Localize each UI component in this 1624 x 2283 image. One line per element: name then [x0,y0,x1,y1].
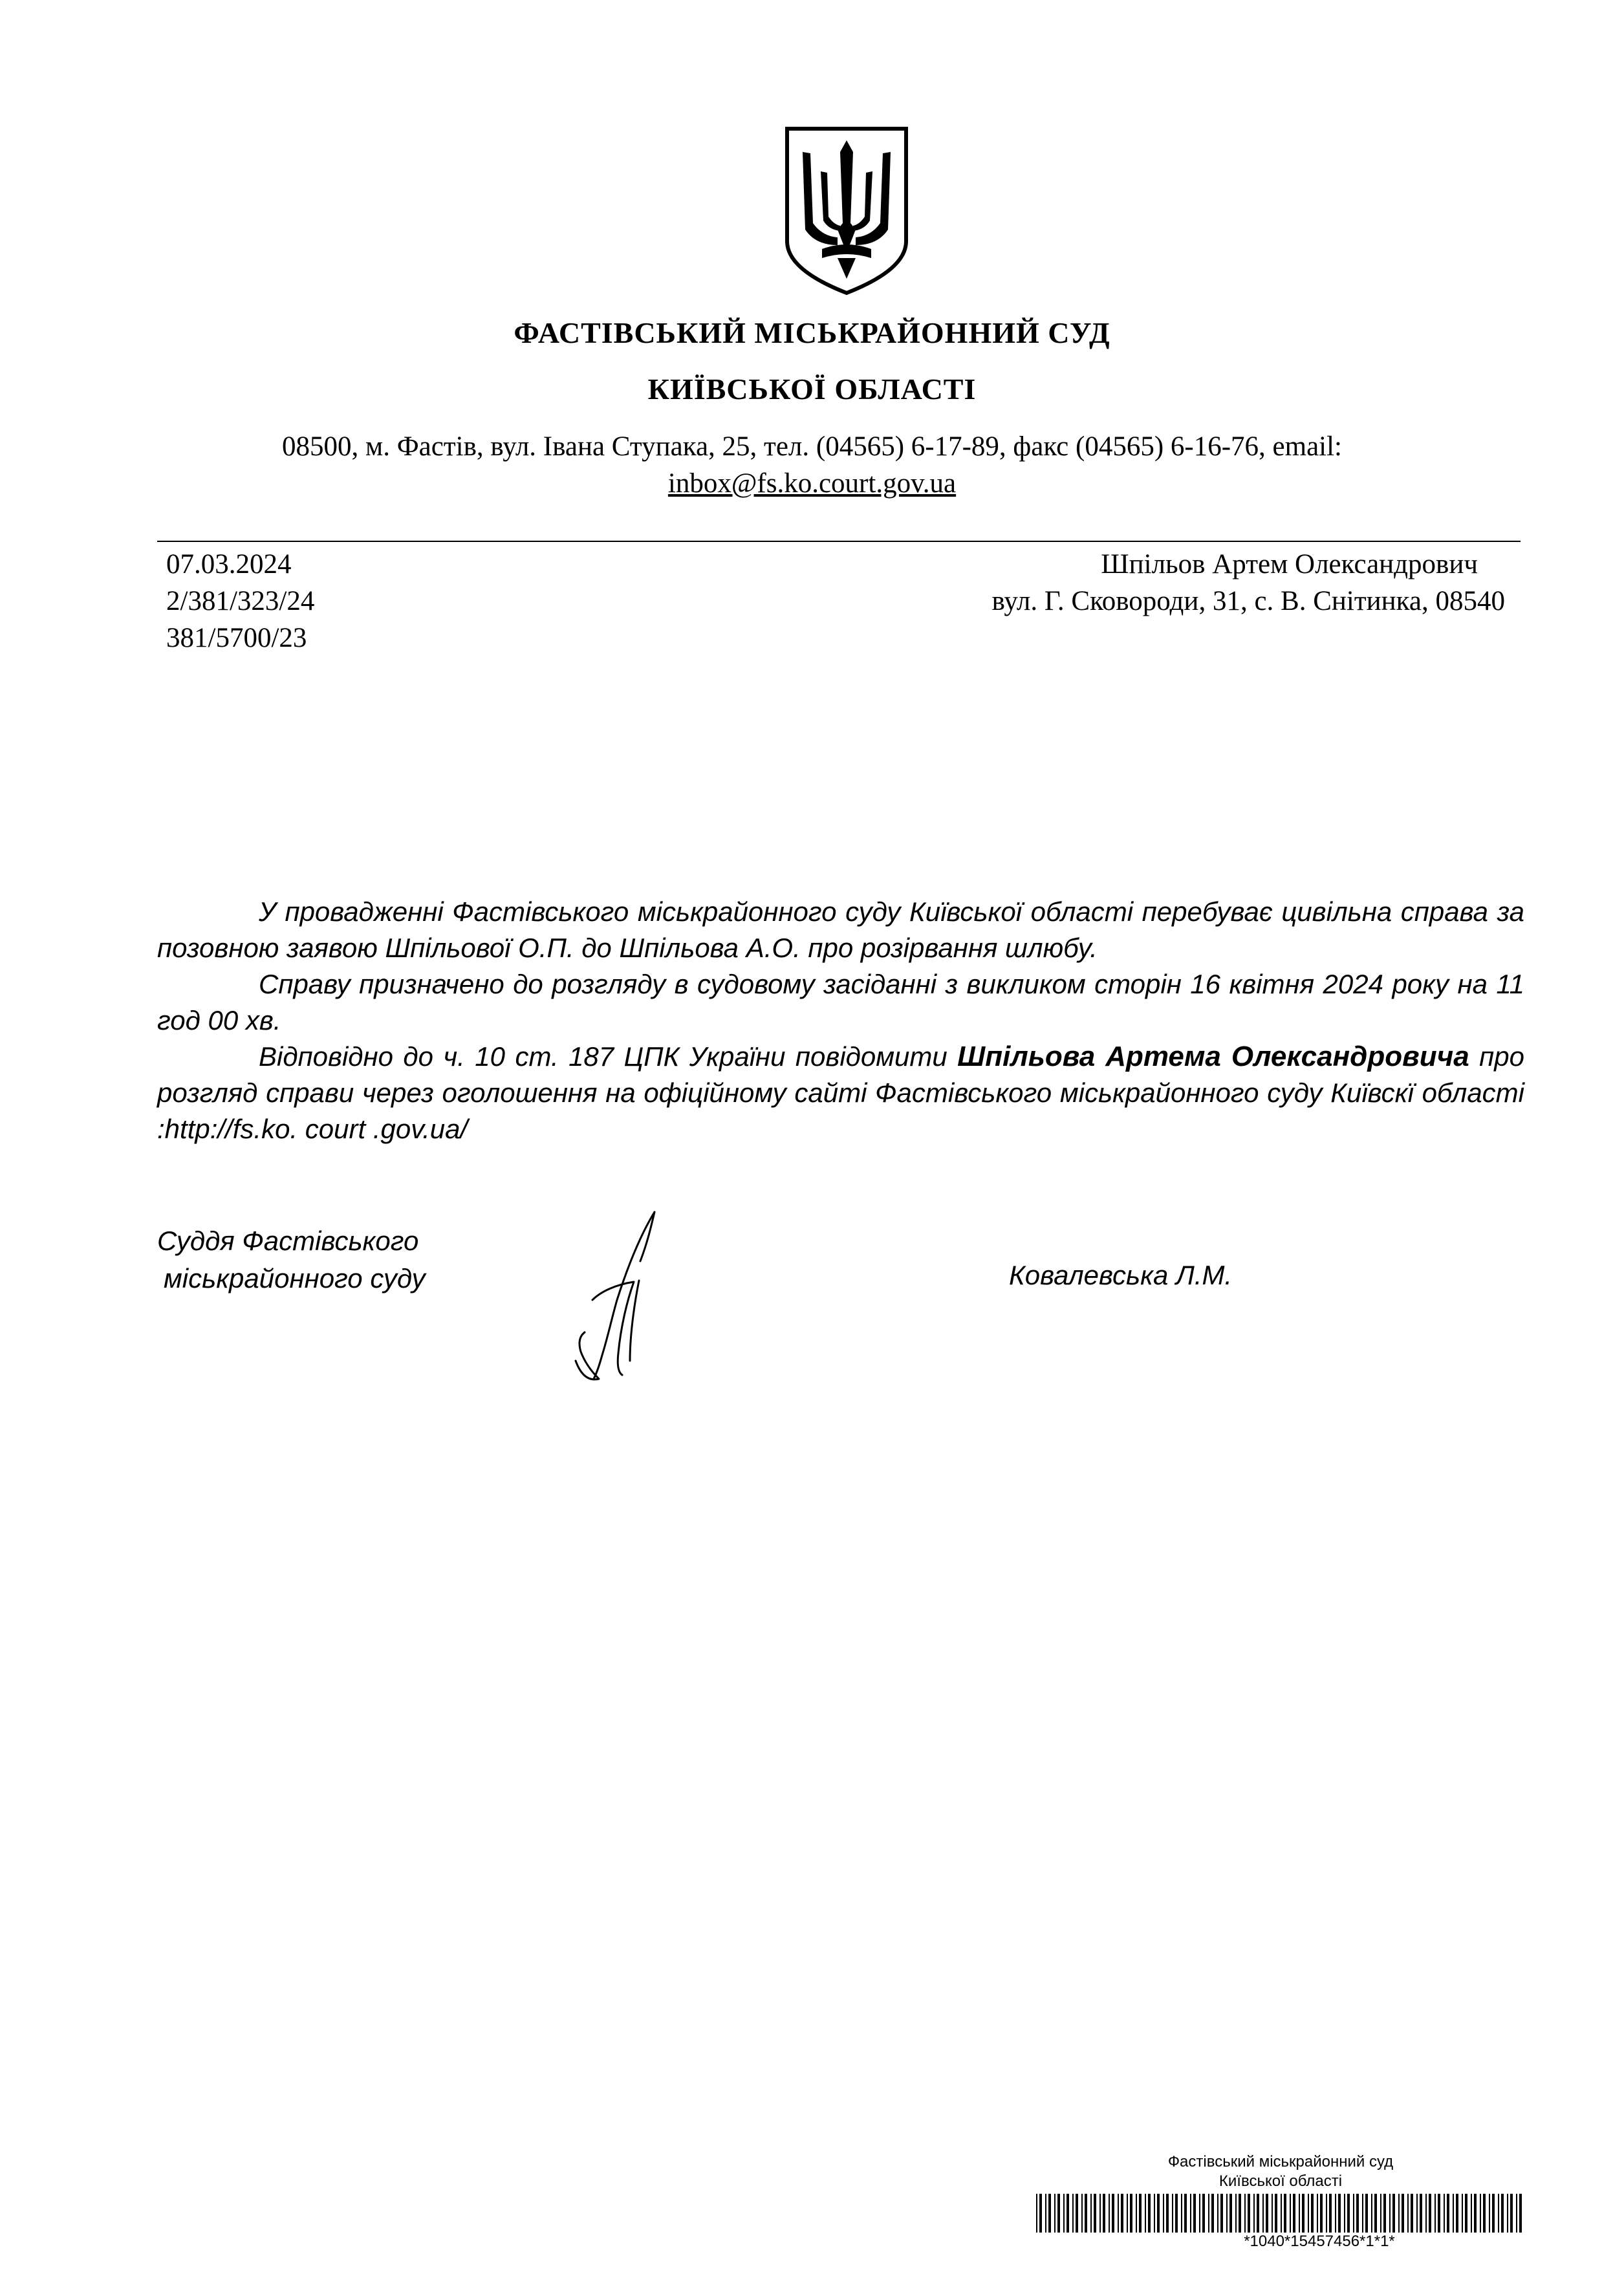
court-name: ФАСТІВСЬКИЙ МІСЬКРАЙОННИЙ СУД [514,316,1110,349]
barcode-number: *1040*15457456*1*1* [1244,2233,1395,2250]
judge-title [157,1222,426,1297]
notification-text-after: про розгляд справи через оголошення на офіційному сайті Фастівського міськрайонного суду Київскї області :http://fs.ko. court .gov.ua/ [157,1041,1524,1144]
notification-text-before: Відповідно до ч. 10 ст. 187 ЦПК України повідомити [259,1041,958,1072]
header-divider [157,541,1521,542]
recipient-address: вул. Г. Сковороди, 31, с. В. Снітинка, 08540 [991,586,1505,616]
stamp-court-name: Фастівський міськрайонний суд [1167,2153,1394,2170]
judge-name: Ковалевська Л.М. [1009,1260,1233,1290]
barcode [1035,2194,1526,2233]
court-email-link[interactable]: inbox@fs.ko.court.gov.ua [667,468,957,499]
notice-body [157,894,1524,1147]
judge-title-line1: Суддя Фастівського [157,1226,419,1256]
paragraph-notification [157,1039,1524,1147]
recipient-name: Шпільов Артем Олександрович [1101,549,1478,579]
stamp-region: Київської області [1218,2172,1343,2190]
document-date: 07.03.2024 [166,549,292,579]
paragraph-case-info: У провадженні Фастівського міськрайонного суду Київської області перебуває цивільна справа за позовною заявою Шпільової О.П. до Шпільова А.О. про розірвання шлюбу. [157,896,1524,963]
case-number: 381/5700/23 [166,623,307,653]
judge-title-line2: міськрайонного суду [164,1263,426,1293]
paragraph-hearing-date: Справу призначено до розгляду в судовому засіданні з викликом сторін 16 квітня 2024 року на 11 год 00 хв. [157,969,1524,1035]
respondent-name: Шпільова Артема Олександровича [957,1041,1469,1072]
court-contact-line: 08500, м. Фастів, вул. Івана Ступака, 25, тел. (04565) 6-17-89, факс (04565) 6-16-76, email: [282,431,1342,462]
court-region: КИЇВСЬКОЇ ОБЛАСТІ [647,373,977,406]
registration-stamp [1028,2152,1533,2251]
handwritten-signature [563,1209,666,1384]
coat-of-arms-icon [783,126,910,296]
outgoing-number: 2/381/323/24 [166,586,315,616]
